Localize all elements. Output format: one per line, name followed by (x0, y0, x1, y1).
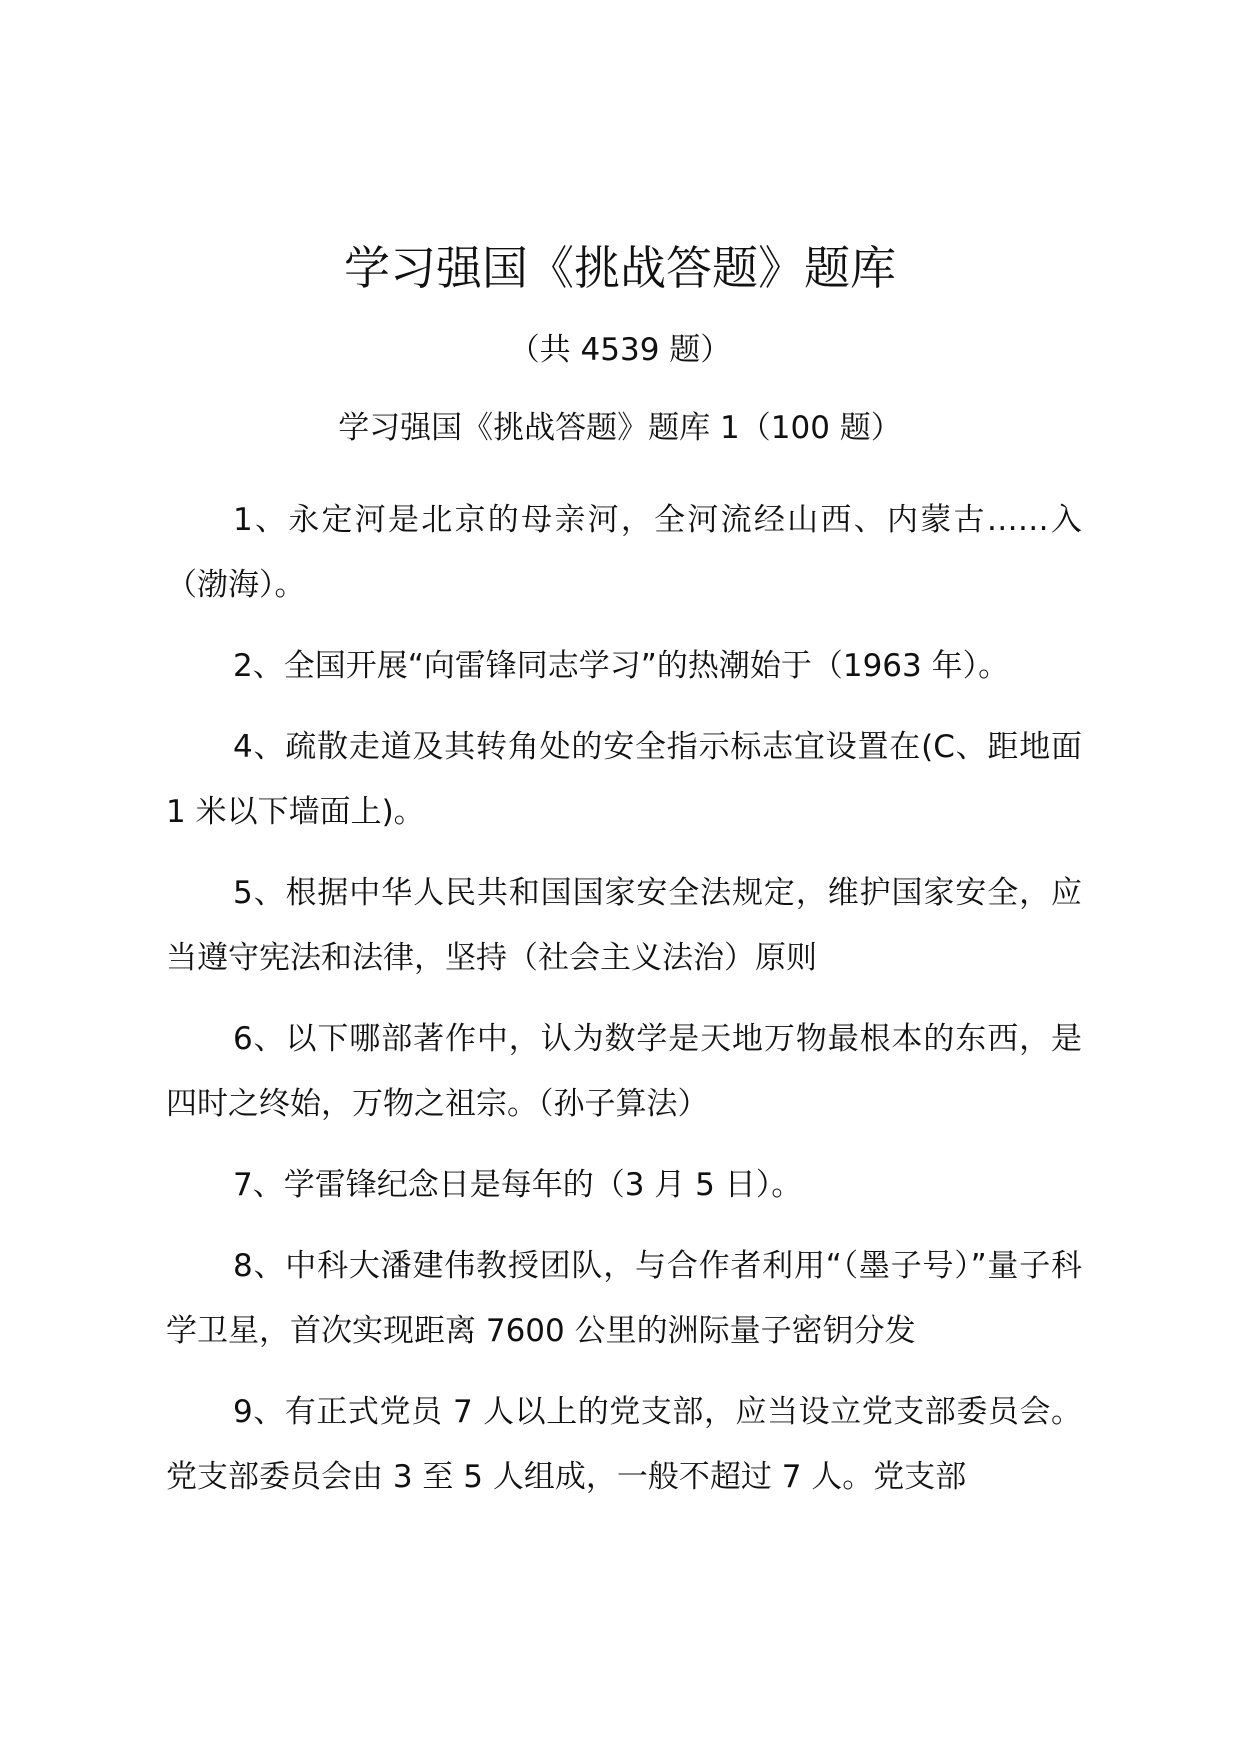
question-item-8: 8、中科大潘建伟教授团队，与合作者利用“（墨子号）”量子科学卫星，首次实现距离 7600 公里的洲际量子密钥分发 (166, 1248, 1082, 1349)
question-item-7: 7、学雷锋纪念日是每年的（3 月 5 日）。 (233, 1167, 803, 1203)
question-item-6: 6、以下哪部著作中，认为数学是天地万物最根本的东西，是四时之终始，万物之祖宗。（孙子算法） (166, 1021, 1082, 1122)
section-heading: 学习强国《挑战答题》题库 1（100 题） (338, 410, 902, 446)
question-item-5: 5、根据中华人民共和国国家安全法规定，维护国家安全，应当遵守宪法和法律，坚持（社会主义法治）原则 (166, 875, 1082, 976)
question-count-subtitle: （共 4539 题） (508, 332, 732, 368)
question-item-9: 9、有正式党员 7 人以上的党支部，应当设立党支部委员会。党支部委员会由 3 至 5 人组成，一般不超过 7 人。党支部 (166, 1394, 1082, 1495)
question-item-2: 2、全国开展“向雷锋同志学习”的热潮始于（1963 年）。 (233, 648, 1010, 684)
question-list (166, 488, 1082, 1526)
question-item-4: 4、疏散走道及其转角处的安全指示标志宜设置在(C、距地面 1 米以下墙面上)。 (166, 729, 1082, 830)
document-title: 学习强国《挑战答题》题库 (344, 241, 896, 295)
question-item-1: 1、永定河是北京的母亲河，全河流经山西、内蒙古……入（渤海）。 (166, 502, 1082, 603)
